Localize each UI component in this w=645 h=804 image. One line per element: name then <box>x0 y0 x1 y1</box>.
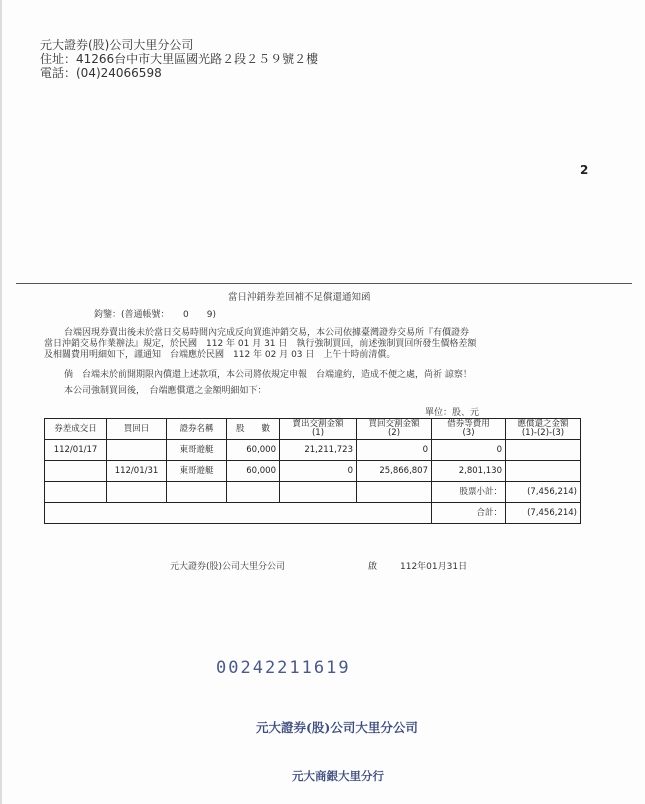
footer-company: 元大證券(股)公司大里分公司 <box>170 562 286 572</box>
sender-phone: 電話：(04)24066598 <box>40 66 162 80</box>
cell: 2,801,130 <box>432 461 506 482</box>
para3: 本公司強制買回後， 台端應償還之金額明細如下： <box>64 386 267 396</box>
serial-number: 00242211619 <box>216 658 351 678</box>
cell <box>107 440 167 461</box>
col-header: 買回日 <box>107 419 167 440</box>
total-row <box>45 503 581 524</box>
col-header: 證券名稱 <box>167 419 227 440</box>
cell: 21,211,723 <box>280 440 357 461</box>
cell: 60,000 <box>227 461 280 482</box>
col-header: 借券等費用 (3) <box>432 419 506 440</box>
sender-name: 元大證券(股)公司大里分公司 <box>40 38 194 52</box>
col-header: 賣出交割金額 (1) <box>280 419 357 440</box>
col-header: 應償還之金額 (1)-(2)-(3) <box>506 419 581 440</box>
company-stamp: 元大證券(股)公司大里分公司 <box>256 720 418 735</box>
cell: 0 <box>280 461 357 482</box>
unit-label: 單位：股、元 <box>425 408 480 418</box>
footer-date: 112年01月31日 <box>400 562 468 572</box>
subtotal-value: (7,456,214) <box>506 482 581 503</box>
cell <box>45 461 107 482</box>
cell: 60,000 <box>227 440 280 461</box>
cell: 0 <box>432 440 506 461</box>
sender-address: 住址：41266台中市大里區國光路２段２５９號２樓 <box>40 52 319 66</box>
table-header-row <box>45 419 581 440</box>
cell: 112/01/31 <box>107 461 167 482</box>
cell: 東哥遊艇 <box>167 440 227 461</box>
subtotal-row <box>45 482 581 503</box>
col-header: 買回交割金額 (2) <box>357 419 432 440</box>
table-row <box>45 461 581 482</box>
cell: 0 <box>357 440 432 461</box>
table-row <box>45 440 581 461</box>
footer-closing: 啟 <box>368 562 378 572</box>
para1-line2: 當日沖銷交易作業辦法』規定，於民國 112 年 01 月 31 日 執行強制買回，前述強制買回所發生價格差額 <box>44 339 477 349</box>
page-number: 2 <box>580 163 589 177</box>
notice-title: 當日沖銷券差回補不足償還通知函 <box>228 292 371 303</box>
para2: 倘 台端未於前開期限內償還上述款項，本公司將依規定申報 台端違約，造成不便之處，尚祈 諒察！ <box>64 370 472 380</box>
cell: 東哥遊艇 <box>167 461 227 482</box>
col-header: 股 數 <box>227 419 280 440</box>
total-value: (7,456,214) <box>506 503 581 524</box>
bank-stamp: 元大商銀大里分行 <box>292 769 384 783</box>
cell: 25,866,807 <box>357 461 432 482</box>
repayment-table <box>44 418 581 524</box>
subtotal-label: 股票小計： <box>432 482 506 503</box>
salutation: 鈞鑒：(普通帳號： 0 9) <box>94 310 216 320</box>
cell <box>506 440 581 461</box>
cell: 112/01/17 <box>45 440 107 461</box>
para1-line1: 台端因現券賣出後未於當日交易時間內完成反向買進沖銷交易，本公司依據臺灣證券交易所『有價證券 <box>64 328 470 338</box>
para1-line3: 及相關費用明細如下，謹通知 台端應於民國 112 年 02 月 03 日 上午十時前清償。 <box>44 350 396 360</box>
col-header: 券差成交日 <box>45 419 107 440</box>
cell <box>506 461 581 482</box>
total-label: 合計： <box>432 503 506 524</box>
divider <box>16 283 632 284</box>
